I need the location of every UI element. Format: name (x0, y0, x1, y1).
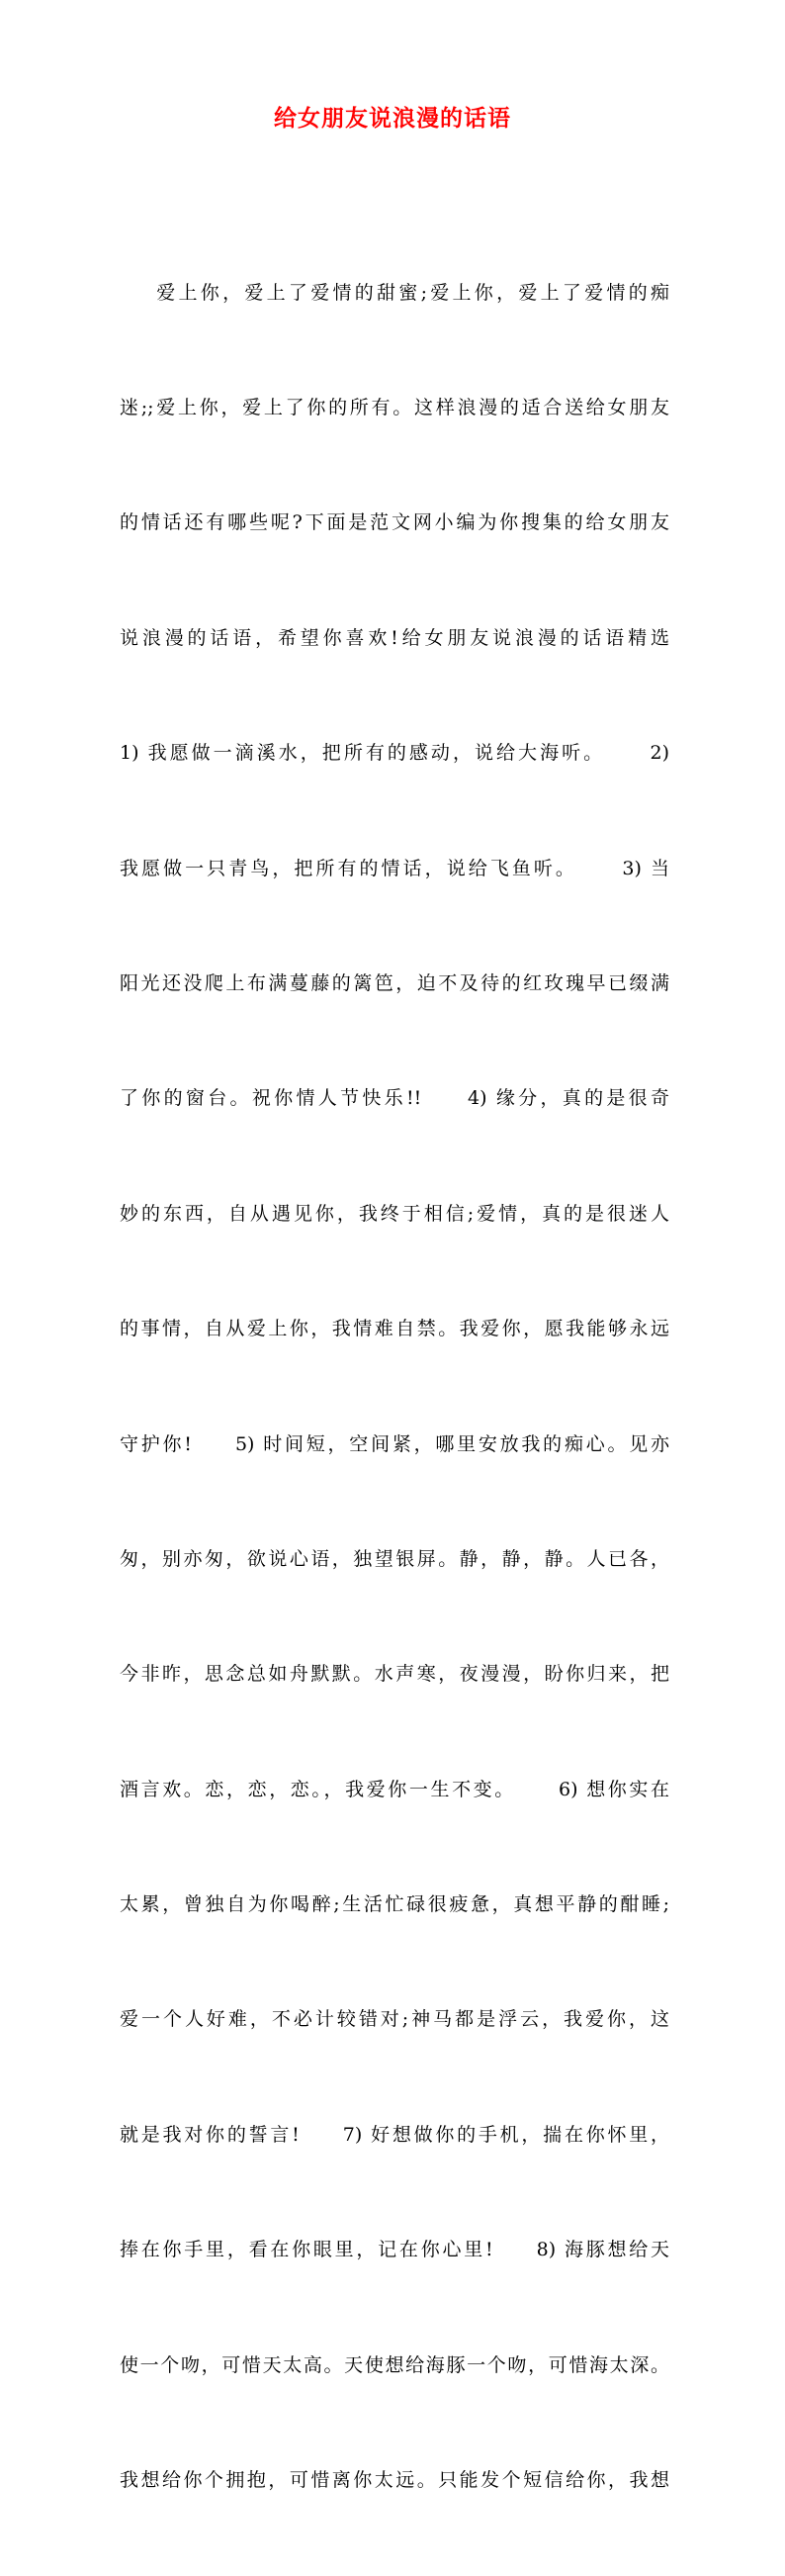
body-line-12: 匆，别亦匆，欲说心语，独望银屏。静，静，静。人已各， (120, 1547, 669, 1570)
body-line-1: 爱上你，爱上了爱情的甜蜜;爱上你，爱上了爱情的痴 (120, 281, 669, 304)
body-line-7: 阳光还没爬上布满蔓藤的篱笆，迫不及待的红玫瑰早已缀满 (120, 971, 669, 994)
body-line-5: 1) 我愿做一滴溪水，把所有的感动，说给大海听。 2) (120, 742, 669, 765)
body-line-2: 迷;;爱上你，爱上了你的所有。这样浪漫的适合送给女朋友 (120, 396, 669, 418)
body-line-13: 今非昨，思念总如舟默默。水声寒，夜漫漫，盼你归来，把 (120, 1663, 669, 1686)
body-line-15: 太累，曾独自为你喝醉;生活忙碌很疲惫，真想平静的酣睡; (120, 1893, 669, 1916)
document-body (120, 197, 669, 2576)
body-line-8: 了你的窗台。祝你情人节快乐!! 4) 缘分，真的是很奇 (120, 1087, 669, 1110)
document-title: 给女朋友说浪漫的话语 (274, 105, 511, 132)
body-line-11: 守护你! 5) 时间短，空间紧，哪里安放我的痴心。见亦 (120, 1432, 669, 1455)
body-line-14: 酒言欢。恋，恋，恋。，我爱你一生不变。 6) 想你实在 (120, 1778, 669, 1800)
body-line-18: 捧在你手里，看在你眼里，记在你心里! 8) 海豚想给天 (120, 2239, 669, 2261)
body-line-3: 的情话还有哪些呢?下面是范文网小编为你搜集的给女朋友 (120, 511, 669, 534)
body-line-17: 就是我对你的誓言! 7) 好想做你的手机，揣在你怀里， (120, 2123, 669, 2146)
body-line-10: 的事情，自从爱上你，我情难自禁。我爱你，愿我能够永远 (120, 1318, 669, 1340)
body-line-6: 我愿做一只青鸟，把所有的情话，说给飞鱼听。 3) 当 (120, 857, 669, 879)
body-line-4: 说浪漫的话语，希望你喜欢!给女朋友说浪漫的话语精选 (120, 626, 669, 649)
body-line-9: 妙的东西，自从遇见你，我终于相信;爱情，真的是很迷人 (120, 1202, 669, 1225)
body-line-20: 我想给你个拥抱，可惜离你太远。只能发个短信给你，我想 (120, 2469, 669, 2492)
body-line-16: 爱一个人好难，不必计较错对;神马都是浮云，我爱你，这 (120, 2008, 669, 2031)
body-line-19: 使一个吻，可惜天太高。天使想给海豚一个吻，可惜海太深。 (120, 2353, 669, 2376)
